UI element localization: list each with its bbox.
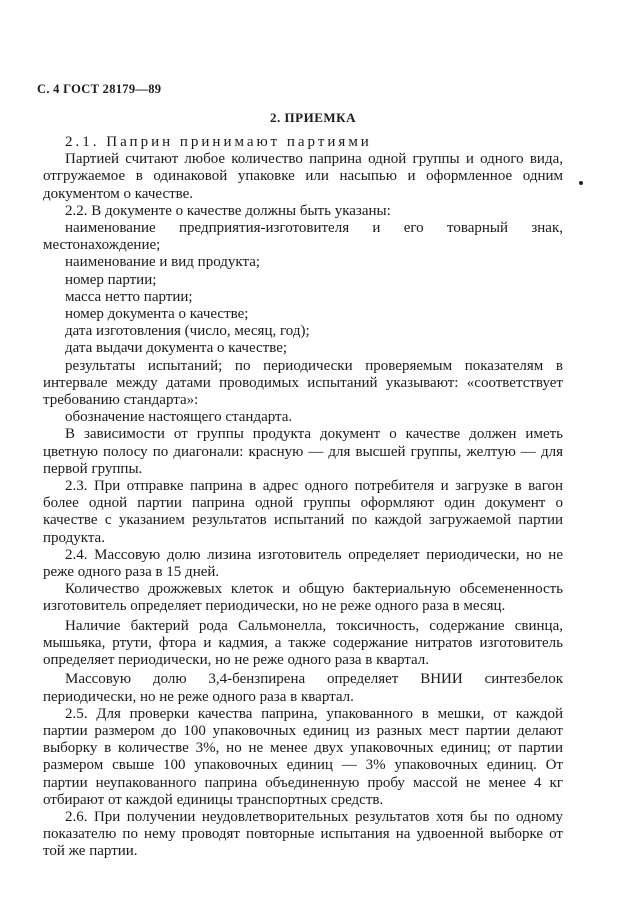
list-item: наименование предприятия-изготовителя и его товарный знак, местонахождение; bbox=[43, 220, 563, 254]
list-item: дата изготовления (число, месяц, год); bbox=[65, 323, 310, 340]
clause-2-2-color-stripe: В зависимости от группы продукта документ о качестве должен иметь цветную полосу по диагонали: красную — для высшей группы, желтую — для первой группы. bbox=[43, 426, 563, 477]
section-title: 2. ПРИЕМКА bbox=[270, 110, 356, 125]
clause-2-1-text: Партией считают любое количество паприна одной группы и одного вида, отгружаемое в одинаковой упаковке или насыпью и оформленное одним документом о качестве. bbox=[43, 151, 563, 202]
list-item: наименование и вид продукта; bbox=[65, 254, 261, 271]
list-item: номер партии; bbox=[65, 271, 157, 288]
clause-2-4-salmonella: Наличие бактерий рода Сальмонелла, токсичность, содержание свинца, мышьяка, ртути, фтора и кадмия, а также содержание нитратов изготовитель определяет периодически, но не реже одного раза в квартал. bbox=[43, 617, 563, 669]
clause-2-4-benzpyrene: Массовую долю 3,4-бензпирена определяет ВНИИ синтезбелок периодически, но не реже одного раза в квартал. bbox=[43, 671, 563, 705]
document-body bbox=[43, 134, 563, 861]
clause-2-5: 2.5. Для проверки качества паприна, упакованного в мешки, от каждой партии размером до 100 упаковочных единиц из разных мест партии делают выборку в количестве 3%, но не менее двух упаковочных единиц; от партии размером свыше 100 упаковочных единиц — 3% упаковочных единиц. От партии неупакованного паприна объединенную пробу массой не менее 4 кг отбирают от каждой единицы транспортных средств. bbox=[43, 705, 563, 808]
clause-2-4-yeast: Количество дрожжевых клеток и общую бактериальную обсемененность изготовитель определяет периодически, но не реже одного раза в месяц. bbox=[43, 581, 563, 615]
page-header: С. 4 ГОСТ 28179—89 bbox=[37, 82, 162, 96]
margin-dot bbox=[579, 181, 583, 185]
list-item: номер документа о качестве; bbox=[65, 306, 249, 323]
list-item: дата выдачи документа о качестве; bbox=[65, 340, 288, 357]
clause-2-2-intro: 2.2. В документе о качестве должны быть указаны: bbox=[65, 202, 391, 219]
clause-2-1-title: 2.1. Паприн принимают партиями bbox=[65, 134, 372, 150]
clause-2-4-lysine: 2.4. Массовую долю лизина изготовитель определяет периодически, но не реже одного раза в 15 дней. bbox=[43, 546, 563, 581]
list-item: масса нетто партии; bbox=[65, 288, 193, 305]
clause-2-6: 2.6. При получении неудовлетворительных результатов хотя бы по одному показателю по нему проводят повторные испытания на удвоенной выборке от той же партии. bbox=[43, 808, 563, 860]
list-item: результаты испытаний; по периодически проверяемым показателям в интервале между датами проводимых испытаний указывают: «соответствует требованию стандарта»: bbox=[43, 357, 563, 409]
clause-2-3: 2.3. При отправке паприна в адрес одного потребителя и загрузке в вагон более одной партии паприна одной группы оформляют один документ о качестве с указанием результатов испытаний по каждой загружаемой партии продукта. bbox=[43, 478, 563, 546]
list-item: обозначение настоящего стандарта. bbox=[65, 409, 293, 426]
